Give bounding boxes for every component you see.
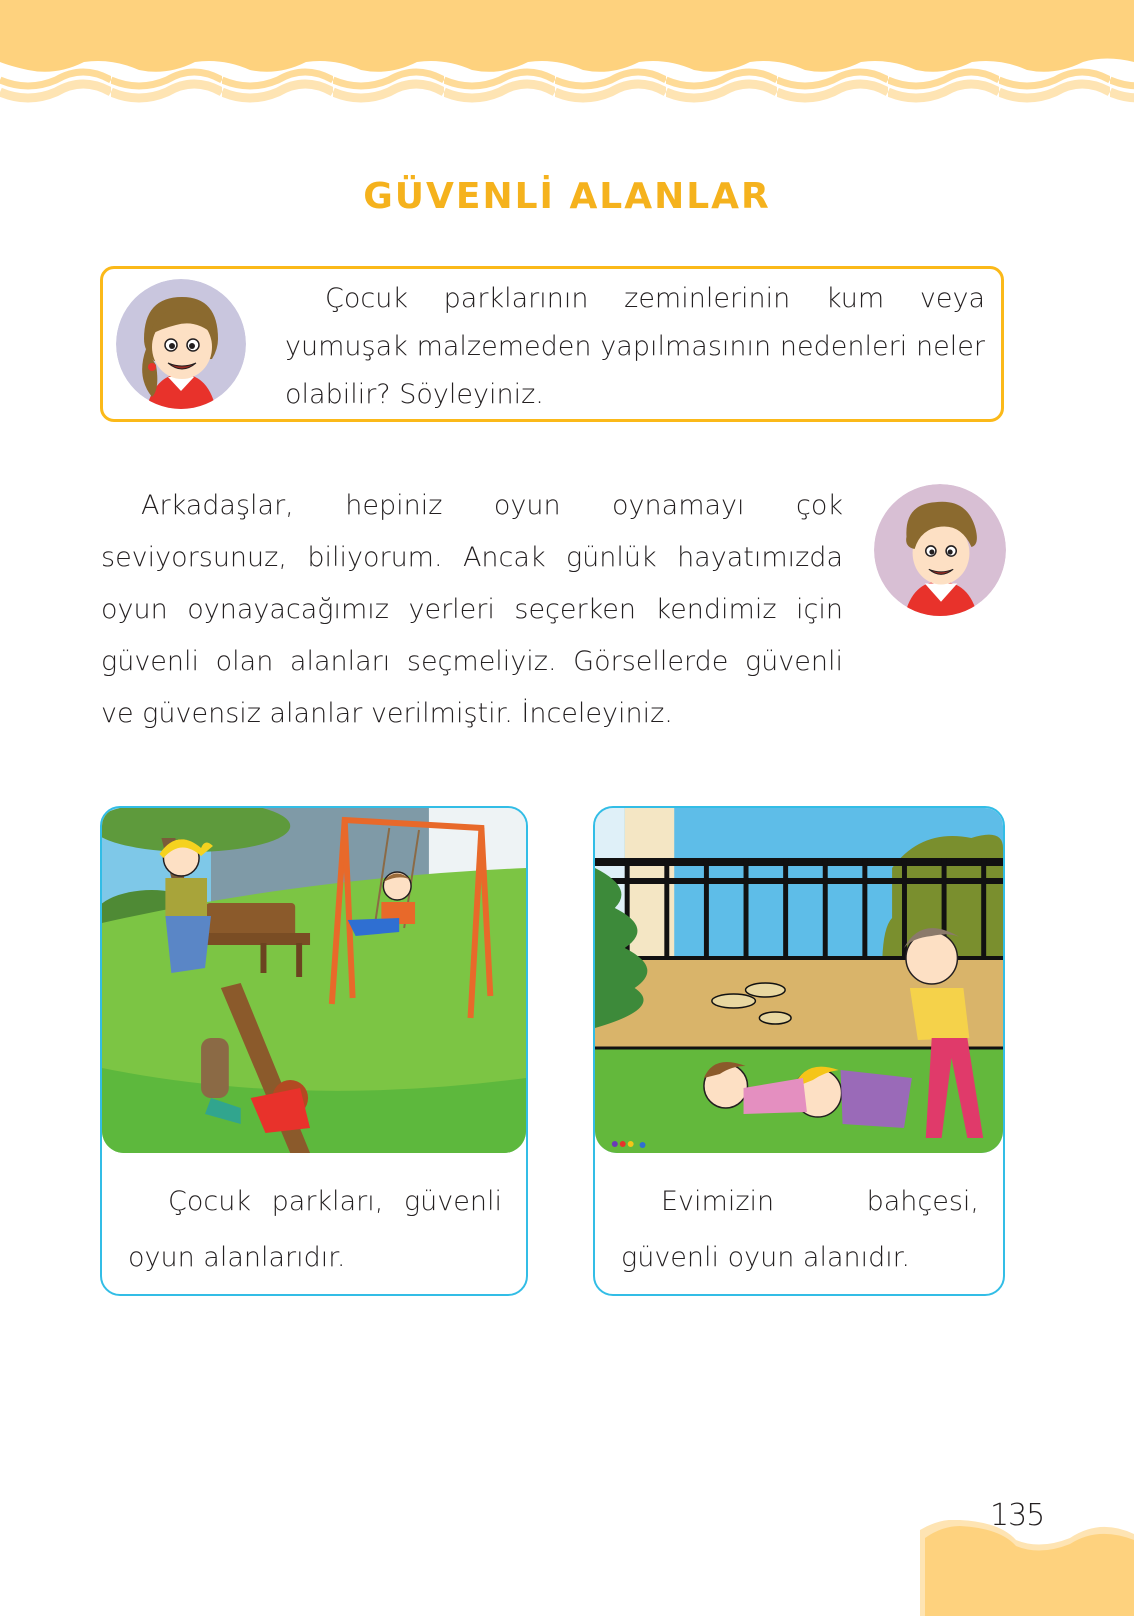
header-wave-decoration — [0, 0, 1134, 110]
girl-character-avatar-icon — [116, 279, 246, 409]
boy-character-avatar-icon — [874, 484, 1006, 616]
question-text — [285, 275, 985, 419]
page-number: 135 — [990, 1498, 1045, 1533]
question-box — [100, 266, 1004, 422]
safe-area-card-garden — [593, 806, 1005, 1296]
home-garden-illustration-icon — [595, 808, 1003, 1153]
card-caption — [621, 1174, 979, 1286]
page-title: GÜVENLİ ALANLAR — [363, 176, 771, 217]
safe-area-card-playground — [100, 806, 528, 1296]
card-caption-text: Evimizin bahçesi, güvenli oyun alanıdır. — [621, 1186, 979, 1273]
question-text-content: Çocuk parklarının zeminlerinin kum veya yumuşak malzemeden yapılmasının nedenleri neler olabilir? Söyleyiniz. — [285, 283, 985, 410]
card-caption — [128, 1174, 502, 1286]
footer-wave-decoration — [920, 1520, 1134, 1616]
intro-paragraph — [101, 480, 843, 740]
card-caption-text: Çocuk parkları, güvenli oyun alanlarıdır. — [128, 1186, 502, 1273]
playground-illustration-icon — [102, 808, 526, 1153]
intro-paragraph-content: Arkadaşlar, hepiniz oyun oynamayı çok seviyorsunuz, biliyorum. Ancak günlük hayatımızda oyun oynayacağımız yerleri seçerken kendimiz için güvenli olan alanları seçmeliyiz. Görsellerde güvenli ve güvensiz alanlar verilmiştir. İnceleyiniz. — [101, 490, 843, 729]
